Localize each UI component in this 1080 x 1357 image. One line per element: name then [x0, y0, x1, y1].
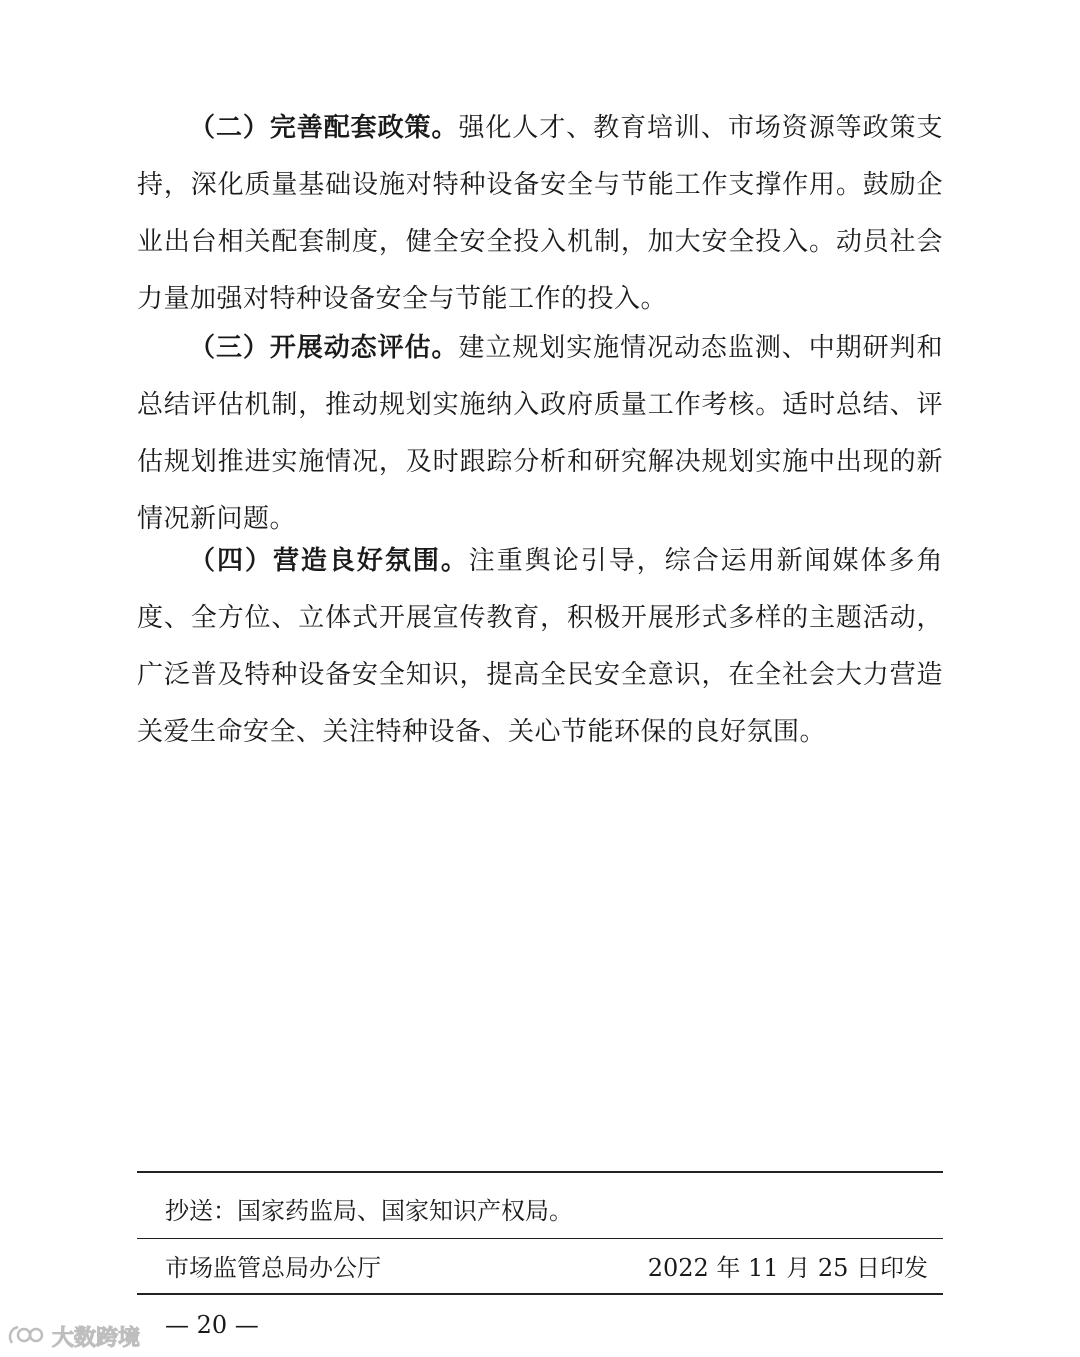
divider-bottom [137, 1293, 943, 1295]
paragraph-heading: （四）营造良好氛围。 [189, 546, 469, 576]
issuer: 市场监管总局办公厅 [165, 1254, 381, 1282]
divider-top [137, 1171, 943, 1173]
divider-middle [137, 1238, 943, 1239]
watermark [6, 1318, 166, 1354]
issue-date: 2022 年 11 月 25 日印发 [647, 1254, 928, 1282]
paragraph-dynamic-evaluation [137, 320, 943, 548]
page-number: — 20 — [165, 1311, 259, 1339]
paragraph-body: 强化人才、教育培训、市场资源等政策支持，深化质量基础设施对特种设备安全与节能工作支撑作用。鼓励企业出台相关配套制度，健全安全投入机制，加大安全投入。动员社会力量加强对特种设备安全与节能工作的投入。 [137, 113, 943, 314]
watermark-text: 大数跨境 [52, 1325, 141, 1351]
paragraph-body: 建立规划实施情况动态监测、中期研判和总结评估机制，推动规划实施纳入政府质量工作考核。适时总结、评估规划推进实施情况，及时跟踪分析和研究解决规划实施中出现的新情况新问题。 [137, 333, 943, 534]
paragraph-body: 注重舆论引导，综合运用新闻媒体多角度、全方位、立体式开展宣传教育，积极开展形式多样的主题活动，广泛普及特种设备安全知识，提高全民安全意识，在全社会大力营造关爱生命安全、关注特种设备、关心节能环保的良好氛围。 [137, 546, 943, 747]
watermark-logo-icon [6, 1321, 46, 1351]
paragraph-heading: （三）开展动态评估。 [189, 333, 459, 363]
paragraph-improve-policies [137, 100, 943, 328]
paragraph-heading: （二）完善配套政策。 [189, 113, 459, 143]
cc-line: 抄送：国家药监局、国家知识产权局。 [165, 1197, 573, 1225]
paragraph-good-atmosphere [137, 533, 943, 761]
